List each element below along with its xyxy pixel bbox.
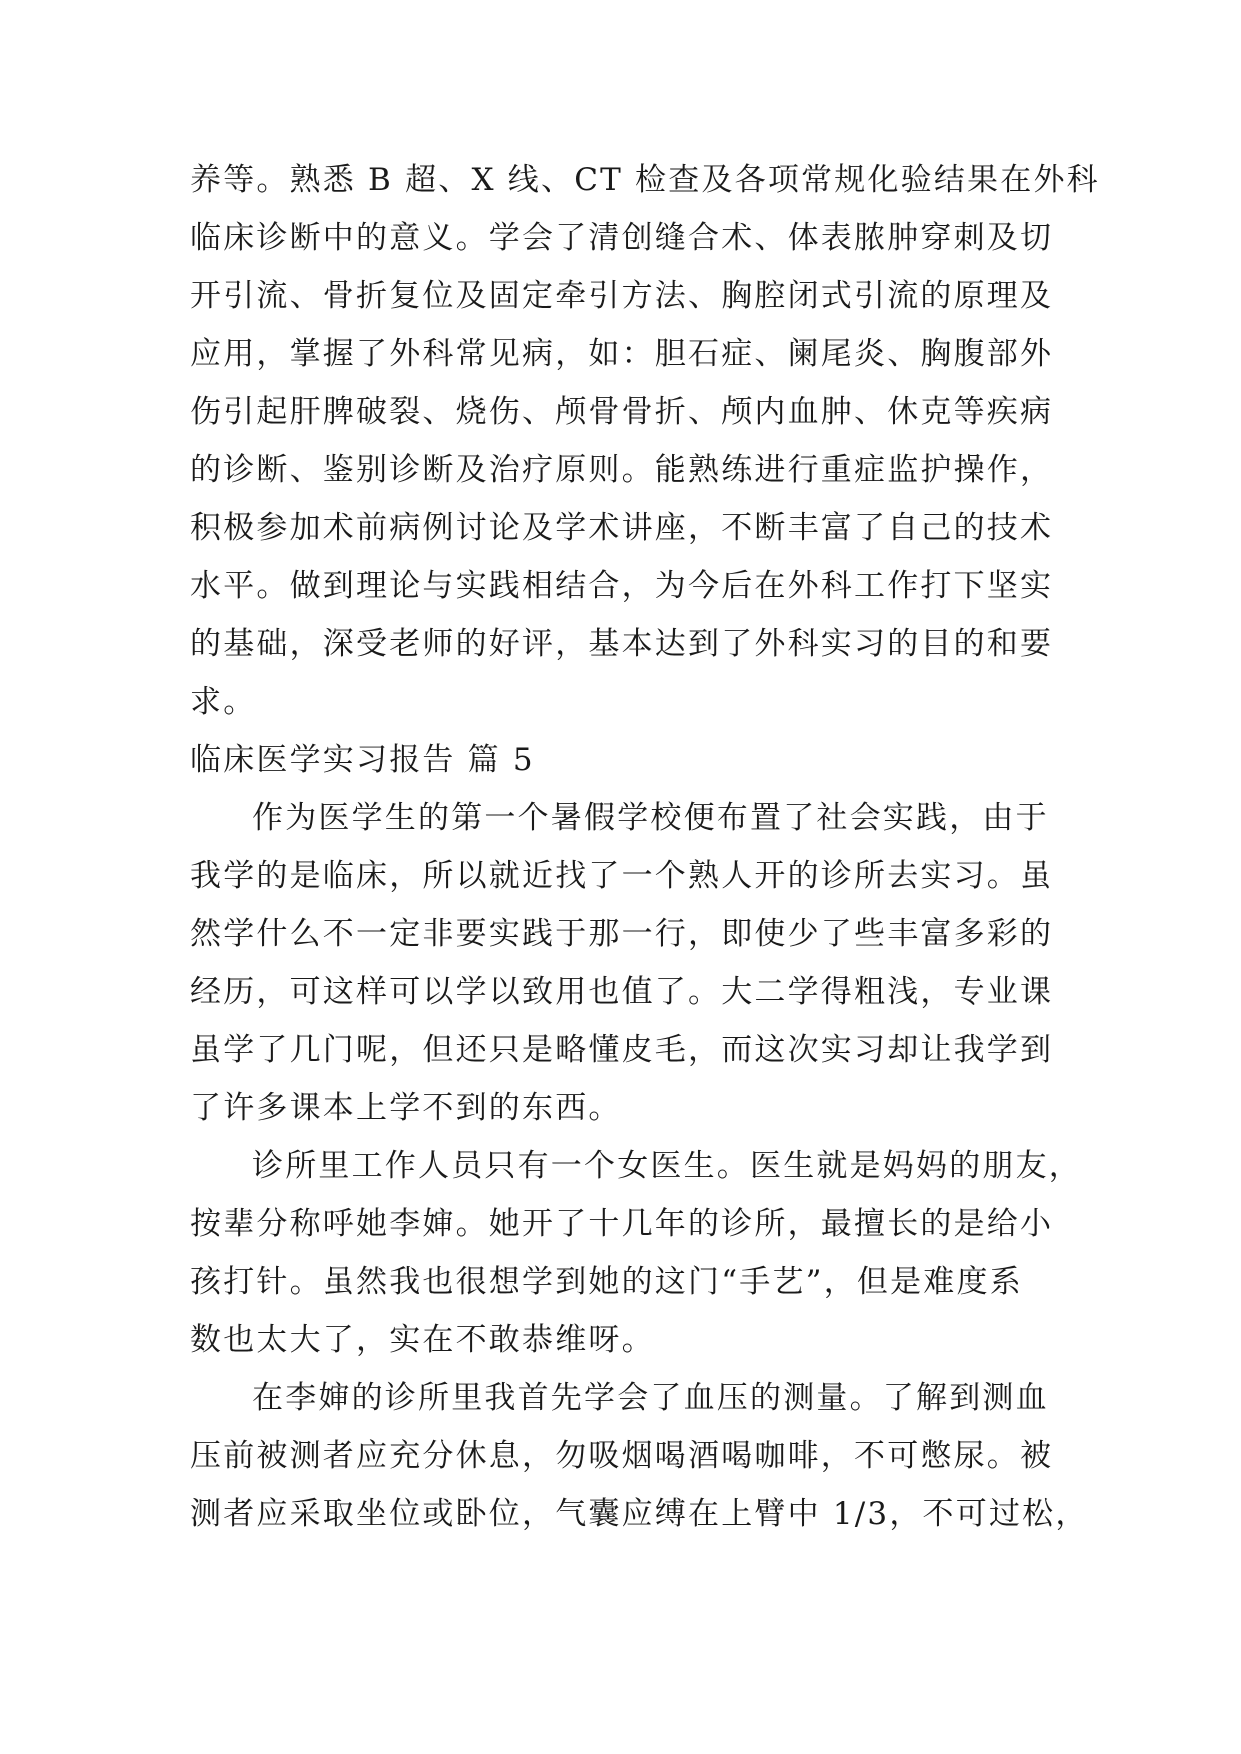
text-line: 开引流、骨折复位及固定牵引方法、胸腔闭式引流的原理及 bbox=[190, 278, 1054, 314]
text-line: 数也太大了，实在不敢恭维呀。 bbox=[190, 1322, 655, 1358]
text-line: 压前被测者应充分休息，勿吸烟喝酒喝咖啡，不可憋尿。被 bbox=[190, 1438, 1054, 1474]
text-line: 的诊断、鉴别诊断及治疗原则。能熟练进行重症监护操作， bbox=[190, 452, 1054, 488]
text-line: 孩打针。虽然我也很想学到她的这门“手艺”，但是难度系 bbox=[190, 1264, 1023, 1300]
text-line: 按辈分称呼她李婶。她开了十几年的诊所，最擅长的是给小 bbox=[190, 1206, 1054, 1242]
section-heading: 临床医学实习报告 篇 5 bbox=[190, 742, 535, 778]
text-line: 水平。做到理论与实践相结合，为今后在外科工作打下坚实 bbox=[190, 568, 1054, 604]
text-line: 在李婶的诊所里我首先学会了血压的测量。了解到测血 bbox=[252, 1380, 1049, 1416]
text-line: 我学的是临床，所以就近找了一个熟人开的诊所去实习。虽 bbox=[190, 858, 1054, 894]
text-line: 伤引起肝脾破裂、烧伤、颅骨骨折、颅内血肿、休克等疾病 bbox=[190, 394, 1054, 430]
text-line: 虽学了几门呢，但还只是略懂皮毛，而这次实习却让我学到 bbox=[190, 1032, 1054, 1068]
text-line: 然学什么不一定非要实践于那一行，即使少了些丰富多彩的 bbox=[190, 916, 1054, 952]
text-line: 了许多课本上学不到的东西。 bbox=[190, 1090, 622, 1126]
text-line: 经历，可这样可以学以致用也值了。大二学得粗浅，专业课 bbox=[190, 974, 1054, 1010]
text-line: 应用，掌握了外科常见病，如：胆石症、阑尾炎、胸腹部外 bbox=[190, 336, 1054, 372]
text-line: 作为医学生的第一个暑假学校便布置了社会实践，由于 bbox=[252, 800, 1049, 836]
text-line: 测者应采取坐位或卧位，气囊应缚在上臂中 1/3，不可过松， bbox=[190, 1496, 1089, 1532]
text-line: 临床诊断中的意义。学会了清创缝合术、体表脓肿穿刺及切 bbox=[190, 220, 1054, 256]
text-line: 积极参加术前病例讨论及学术讲座，不断丰富了自己的技术 bbox=[190, 510, 1054, 546]
text-line: 诊所里工作人员只有一个女医生。医生就是妈妈的朋友， bbox=[252, 1148, 1082, 1184]
text-line: 求。 bbox=[190, 684, 257, 720]
text-line: 养等。熟悉 B 超、X 线、CT 检查及各项常规化验结果在外科 bbox=[190, 162, 1100, 198]
text-line: 的基础，深受老师的好评，基本达到了外科实习的目的和要 bbox=[190, 626, 1054, 662]
